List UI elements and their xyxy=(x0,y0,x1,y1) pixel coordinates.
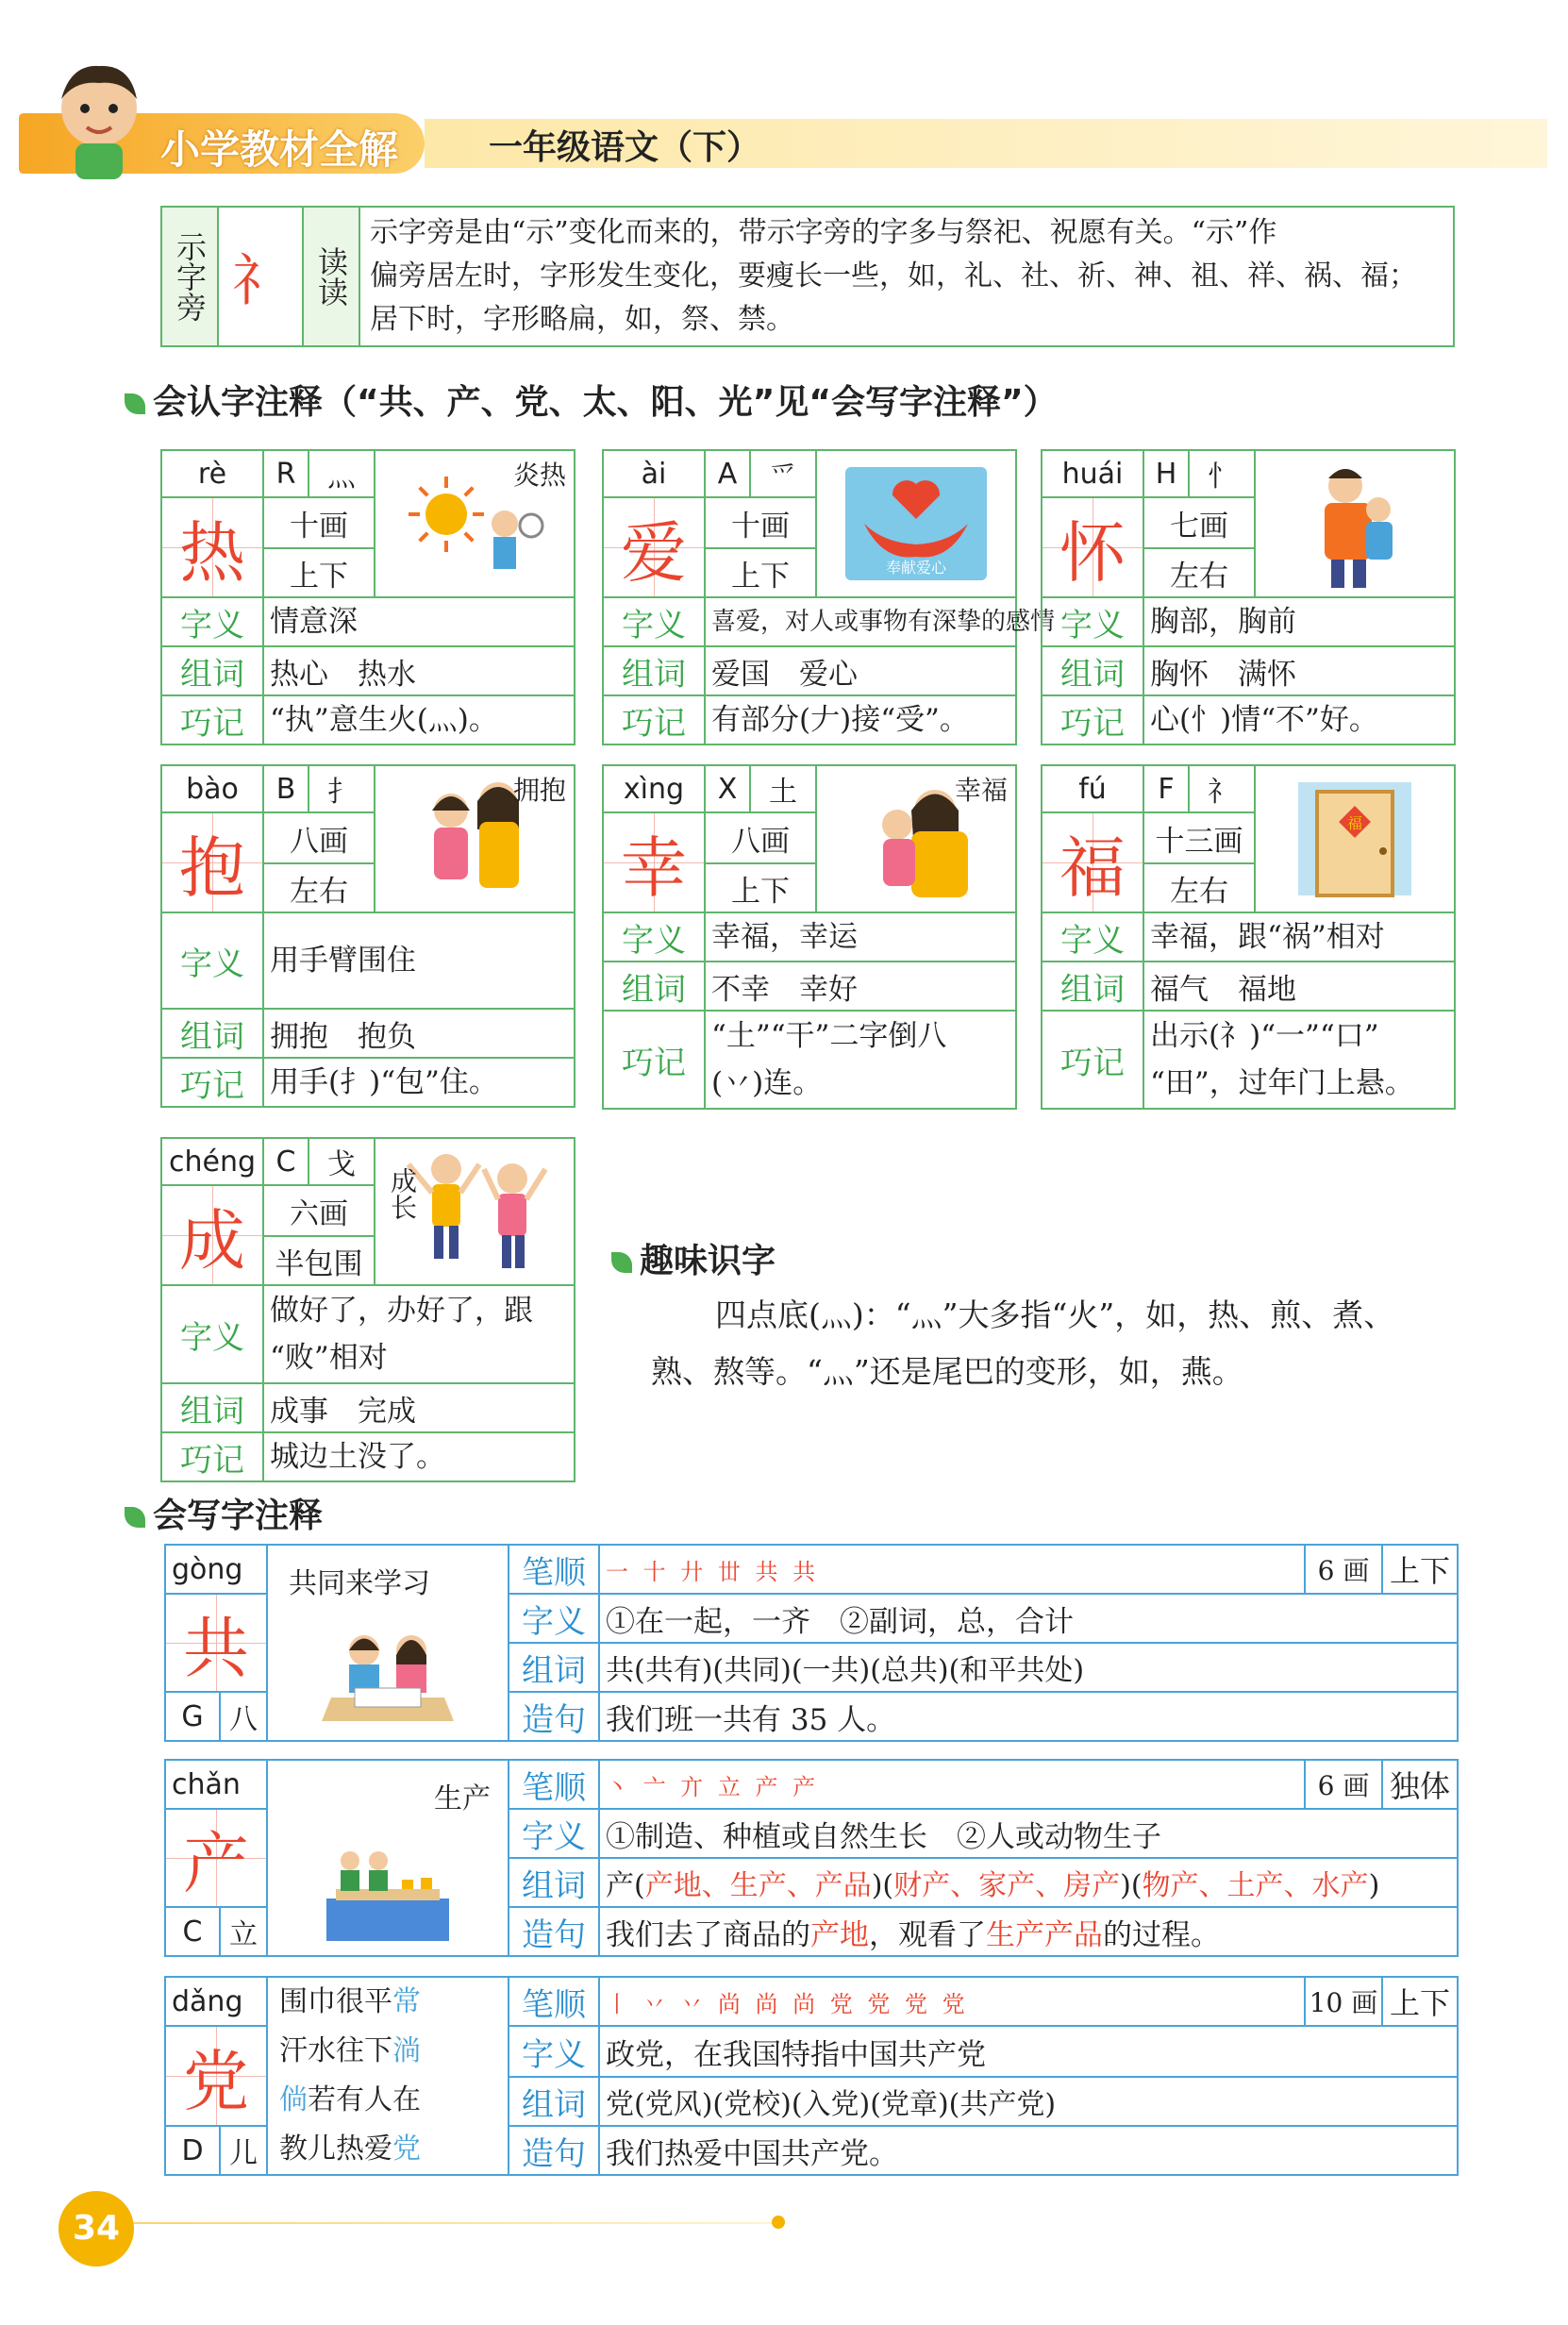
tip-label: 巧记 xyxy=(161,1432,263,1481)
structure: 左右 xyxy=(263,863,375,912)
svg-text:福: 福 xyxy=(1346,814,1363,832)
words-label: 组词 xyxy=(161,1009,263,1058)
illustration-caption: 共同来学习 xyxy=(289,1566,430,1600)
meaning-label: 字义 xyxy=(161,1285,263,1383)
char-illustration xyxy=(1255,765,1455,912)
initial-letter: G xyxy=(165,1692,220,1741)
meaning-value: 用手臂围住 xyxy=(263,912,575,1009)
footer-line xyxy=(123,2222,783,2224)
initial-letter: C xyxy=(165,1907,220,1956)
stroke-count: 十三画 xyxy=(1143,812,1255,863)
radical: 爫 xyxy=(750,450,816,497)
words-label: 组词 xyxy=(603,646,705,695)
big-char: 热 xyxy=(161,497,263,597)
radical: 忄 xyxy=(1189,450,1255,497)
stroke-total: 6 画 xyxy=(1305,1545,1382,1594)
initial-letter: R xyxy=(263,450,309,497)
initial-letter: D xyxy=(165,2126,220,2175)
meaning-label: 字义 xyxy=(161,912,263,1009)
radical: 礻 xyxy=(1189,765,1255,812)
words-value: 爱国 爱心 xyxy=(705,646,1016,695)
write-card-党 xyxy=(164,1976,1459,2176)
sentence-value: 我们去了商品的产地，观看了生产产品的过程。 xyxy=(599,1907,1458,1956)
radical: 戈 xyxy=(309,1138,375,1185)
brand-title: 小学教材全解 xyxy=(160,126,399,173)
structure: 左右 xyxy=(1143,863,1255,912)
initial-letter: F xyxy=(1143,765,1189,812)
meaning-value: ①在一起，一齐 ②副词，总，合计 xyxy=(599,1594,1458,1643)
char-card-抱 xyxy=(160,764,575,1108)
pinyin: chéng xyxy=(161,1138,263,1185)
page-number-badge: 34 xyxy=(58,2191,134,2266)
radical: 立 xyxy=(220,1907,267,1956)
tip-label: 巧记 xyxy=(1042,1011,1143,1109)
sentence-value: 我们热爱中国共产党。 xyxy=(599,2126,1458,2175)
tip-label: 巧记 xyxy=(161,695,263,744)
sentence-label: 造句 xyxy=(509,2126,599,2175)
strokes-label: 笔顺 xyxy=(509,1760,599,1809)
stroke-count: 八画 xyxy=(705,812,816,863)
big-char: 共 xyxy=(165,1594,267,1692)
meaning-value: 政党，在我国特指中国共产党 xyxy=(599,2026,1458,2077)
meaning-value: 喜爱，对人或事物有深挚的感情 xyxy=(705,597,1016,646)
char-card-怀 xyxy=(1041,449,1456,745)
sentence-label: 造句 xyxy=(509,1907,599,1956)
meaning-value: 做好了，办好了，跟 “败”相对 xyxy=(263,1285,575,1383)
rhyme-cell xyxy=(267,1977,509,2175)
sentence-label: 造句 xyxy=(509,1692,599,1741)
char-illustration xyxy=(816,765,1016,912)
meaning-label: 字义 xyxy=(603,912,705,962)
meaning-label: 字义 xyxy=(509,1594,599,1643)
words-label: 组词 xyxy=(161,646,263,695)
stroke-count: 八画 xyxy=(263,812,375,863)
tip-value: 心(忄)情“不”好。 xyxy=(1143,695,1455,744)
tip-label: 巧记 xyxy=(603,1011,705,1109)
big-char: 幸 xyxy=(603,812,705,912)
pinyin: chǎn xyxy=(165,1760,267,1809)
illustration-caption: 生产 xyxy=(434,1781,491,1815)
big-char: 抱 xyxy=(161,812,263,912)
structure: 上下 xyxy=(263,548,375,597)
illustration-caption: 成长 xyxy=(387,1167,418,1220)
tip-label: 巧记 xyxy=(603,695,705,744)
words-label: 组词 xyxy=(1042,962,1143,1011)
big-char: 爱 xyxy=(603,497,705,597)
meaning-label: 字义 xyxy=(603,597,705,646)
words-value: 福气 福地 xyxy=(1143,962,1455,1011)
words-value: 共(共有)(共同)(一共)(总共)(和平共处) xyxy=(599,1643,1458,1692)
char-card-福 xyxy=(1041,764,1456,1110)
big-char: 党 xyxy=(165,2026,267,2126)
words-value: 党(党风)(党校)(入党)(党章)(共产党) xyxy=(599,2077,1458,2126)
write-card-共 xyxy=(164,1544,1459,1742)
initial-letter: C xyxy=(263,1138,309,1185)
words-value: 热心 热水 xyxy=(263,646,575,695)
pinyin: ài xyxy=(603,450,705,497)
pinyin: dǎng xyxy=(165,1977,267,2026)
tip-value: 用手(扌)“包”住。 xyxy=(263,1058,575,1107)
structure: 上下 xyxy=(1382,1545,1458,1594)
meaning-label: 字义 xyxy=(1042,912,1143,962)
leaf-icon xyxy=(125,393,145,414)
stroke-count: 七画 xyxy=(1143,497,1255,548)
meaning-value: 幸福，幸运 xyxy=(705,912,1016,962)
strokes-label: 笔顺 xyxy=(509,1545,599,1594)
char-illustration xyxy=(1255,450,1455,597)
words-value: 成事 完成 xyxy=(263,1383,575,1432)
meaning-label: 字义 xyxy=(509,2026,599,2077)
tip-value: “执”意生火(灬)。 xyxy=(263,695,575,744)
meaning-value: 幸福，跟“祸”相对 xyxy=(1143,912,1455,962)
stroke-count: 十画 xyxy=(263,497,375,548)
pinyin: xìng xyxy=(603,765,705,812)
stroke-count: 六画 xyxy=(263,1185,375,1236)
radical: 灬 xyxy=(309,450,375,497)
radical: 扌 xyxy=(309,765,375,812)
pinyin: huái xyxy=(1042,450,1143,497)
radical-label: 示字旁 xyxy=(161,207,218,346)
stroke-sequence: 一 十 廾 丗 共 共 xyxy=(599,1545,1305,1594)
stroke-total: 6 画 xyxy=(1305,1760,1382,1809)
big-char: 福 xyxy=(1042,812,1143,912)
structure: 独体 xyxy=(1382,1760,1458,1809)
meaning-label: 字义 xyxy=(509,1809,599,1858)
stroke-sequence: 丨 丷 丷 尚 尚 尚 党 党 党 党 xyxy=(599,1977,1305,2026)
fun-text: 四点底(灬)：“灬”大多指“火”，如，热、煎、煮、 熟、熬等。“灬”还是尾巴的变形，如，燕。 xyxy=(651,1296,1395,1390)
tip-label: 巧记 xyxy=(161,1058,263,1107)
words-label: 组词 xyxy=(509,2077,599,2126)
rhyme-text: 围巾很平常 汗水往下淌 倘若有人在 教儿热爱党 xyxy=(279,1985,422,2166)
words-value: 产(产地、生产、产品)(财产、家产、房产)(物产、土产、水产) xyxy=(599,1858,1458,1907)
meaning-label: 字义 xyxy=(1042,597,1143,646)
meaning-value: ①制造、种植或自然生长 ②人或动物生子 xyxy=(599,1809,1458,1858)
words-label: 组词 xyxy=(161,1383,263,1432)
svg-text:奉献爱心: 奉献爱心 xyxy=(885,559,947,577)
structure: 半包围 xyxy=(263,1236,375,1285)
radical: 土 xyxy=(750,765,816,812)
pinyin: bào xyxy=(161,765,263,812)
radical-table xyxy=(160,206,1455,347)
tip-value: “土”“干”二字倒八 (丷)连。 xyxy=(705,1011,1016,1109)
stroke-count: 十画 xyxy=(705,497,816,548)
initial-letter: H xyxy=(1143,450,1189,497)
illustration-caption: 幸福 xyxy=(954,775,1008,806)
big-char: 产 xyxy=(165,1809,267,1907)
stroke-total: 10 画 xyxy=(1305,1977,1382,2026)
structure: 上下 xyxy=(1382,1977,1458,2026)
char-card-成 xyxy=(160,1137,575,1482)
read-label: 读读 xyxy=(303,207,359,346)
pinyin: rè xyxy=(161,450,263,497)
structure: 左右 xyxy=(1143,548,1255,597)
structure: 上下 xyxy=(705,548,816,597)
illustration-caption: 拥抱 xyxy=(512,775,566,806)
write-section-title: 会写字注释 xyxy=(125,1489,323,1537)
meaning-value: 情意深 xyxy=(263,597,575,646)
strokes-label: 笔顺 xyxy=(509,1977,599,2026)
char-illustration xyxy=(375,1138,575,1285)
char-illustration xyxy=(375,765,575,912)
words-label: 组词 xyxy=(603,962,705,1011)
initial-letter: X xyxy=(705,765,750,812)
initial-letter: B xyxy=(263,765,309,812)
char-card-幸 xyxy=(602,764,1017,1110)
pinyin: fú xyxy=(1042,765,1143,812)
tip-value: 出示(礻)“一”“口” “田”，过年门上悬。 xyxy=(1143,1011,1455,1109)
radical-explanation: 示字旁是由“示”变化而来的，带示字旁的字多与祭祀、祝愿有关。“示”作 偏旁居左时，字形发生变化，要瘦长一些，如，礼、社、祈、神、祖、祥、祸、福； 居下时，字形略扁，如，祭、禁。 xyxy=(359,207,1454,346)
big-char: 怀 xyxy=(1042,497,1143,597)
book-subtitle: 一年级语文（下） xyxy=(489,128,761,167)
tip-label: 巧记 xyxy=(1042,695,1143,744)
recognize-section-title: 会认字注释（“共、产、党、太、阳、光”见“会写字注释”） xyxy=(125,376,1058,424)
write-card-产 xyxy=(164,1759,1459,1957)
leaf-icon xyxy=(611,1252,632,1273)
mascot-icon xyxy=(38,57,160,179)
char-illustration xyxy=(267,1545,509,1741)
words-value: 胸怀 满怀 xyxy=(1143,646,1455,695)
char-card-热 xyxy=(160,449,575,745)
fun-section-title: 趣味识字 xyxy=(611,1234,776,1282)
words-label: 组词 xyxy=(509,1858,599,1907)
char-illustration xyxy=(375,450,575,597)
radical: 八 xyxy=(220,1692,267,1741)
char-illustration xyxy=(267,1760,509,1956)
meaning-value: 胸部，胸前 xyxy=(1143,597,1455,646)
char-card-爱 xyxy=(602,449,1056,745)
radical-char: 礻 xyxy=(218,207,303,346)
sentence-value: 我们班一共有 35 人。 xyxy=(599,1692,1458,1741)
illustration-caption: 炎热 xyxy=(512,460,566,491)
tip-value: 有部分(𠂇)接“受”。 xyxy=(705,695,1016,744)
meaning-label: 字义 xyxy=(161,597,263,646)
words-label: 组词 xyxy=(1042,646,1143,695)
footer-dot xyxy=(772,2216,785,2229)
words-value: 拥抱 抱负 xyxy=(263,1009,575,1058)
pinyin: gòng xyxy=(165,1545,267,1594)
radical: 儿 xyxy=(220,2126,267,2175)
tip-value: 城边土没了。 xyxy=(263,1432,575,1481)
big-char: 成 xyxy=(161,1185,263,1285)
words-value: 不幸 幸好 xyxy=(705,962,1016,1011)
initial-letter: A xyxy=(705,450,750,497)
words-label: 组词 xyxy=(509,1643,599,1692)
stroke-sequence: 丶 亠 亣 立 产 产 xyxy=(599,1760,1305,1809)
structure: 上下 xyxy=(705,863,816,912)
leaf-icon xyxy=(125,1507,145,1528)
char-illustration xyxy=(816,450,1016,597)
